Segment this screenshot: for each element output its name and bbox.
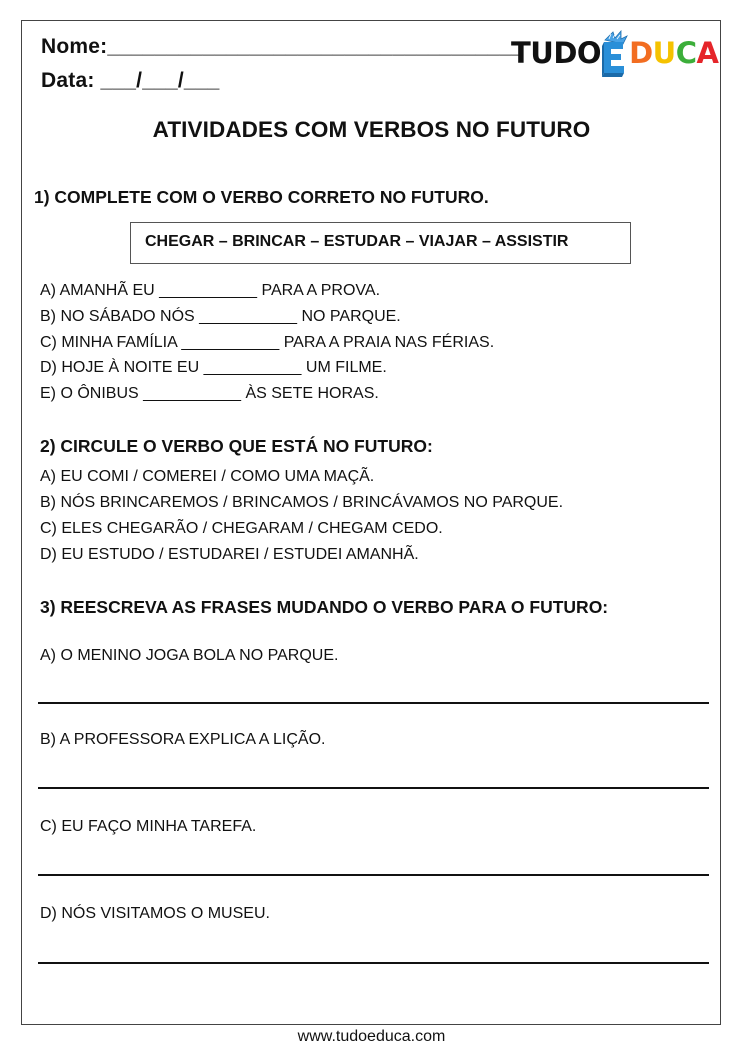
exercise-2-item-b: B) NÓS BRINCAREMOS / BRINCAMOS / BRINCÁVAMOS NO PARQUE. — [40, 494, 564, 511]
answer-line-d[interactable] — [38, 962, 709, 964]
exercise-3-item-c: C) EU FAÇO MINHA TAREFA. — [40, 818, 257, 835]
answer-line-b[interactable] — [38, 787, 709, 789]
exercise-3-item-b: B) A PROFESSORA EXPLICA A LIÇÃO. — [40, 731, 326, 748]
logo-letter-c: C — [675, 36, 697, 70]
exercise-1-item-e: E) O ÔNIBUS ___________ ÀS SETE HORAS. — [40, 385, 379, 402]
exercise-1-item-b: B) NO SÁBADO NÓS ___________ NO PARQUE. — [40, 308, 401, 325]
tudoeduca-logo — [511, 28, 718, 78]
exercise-1-item-d: D) HOJE À NOITE EU ___________ UM FILME. — [40, 359, 387, 376]
exercise-1-item-c: C) MINHA FAMÍLIA ___________ PARA A PRAIA NAS FÉRIAS. — [40, 334, 495, 351]
footer-website: www.tudoeduca.com — [297, 1028, 446, 1045]
answer-line-c[interactable] — [38, 874, 709, 876]
exercise-2-item-a: A) EU COMI / COMEREI / COMO UMA MAÇÃ. — [40, 468, 375, 485]
word-bank-text: CHEGAR – BRINCAR – ESTUDAR – VIAJAR – ASSISTIR — [145, 233, 569, 250]
word-bank-box — [130, 222, 631, 264]
open-book-icon — [599, 30, 629, 76]
exercise-3-item-d: D) NÓS VISITAMOS O MUSEU. — [40, 905, 270, 922]
section-3-heading: 3) REESCREVA AS FRASES MUDANDO O VERBO PARA O FUTURO: — [40, 597, 609, 617]
date-field[interactable]: Data: ___/___/___ — [41, 69, 220, 92]
logo-letter-d: D — [629, 36, 653, 70]
exercise-2-item-d: D) EU ESTUDO / ESTUDAREI / ESTUDEI AMANHÃ. — [40, 546, 419, 563]
answer-line-a[interactable] — [38, 702, 709, 704]
logo-text-tudo: TUDO — [511, 36, 602, 70]
name-field[interactable]: Nome:___________________________________ — [41, 35, 524, 58]
page-title: ATIVIDADES COM VERBOS NO FUTURO — [152, 117, 591, 142]
exercise-3-item-a: A) O MENINO JOGA BOLA NO PARQUE. — [40, 647, 339, 664]
exercise-2-item-c: C) ELES CHEGARÃO / CHEGARAM / CHEGAM CEDO. — [40, 520, 443, 537]
section-2-heading: 2) CIRCULE O VERBO QUE ESTÁ NO FUTURO: — [40, 436, 433, 456]
section-1-heading: 1) COMPLETE COM O VERBO CORRETO NO FUTURO. — [34, 187, 489, 207]
logo-letter-u: U — [652, 36, 676, 70]
exercise-1-item-a: A) AMANHÃ EU ___________ PARA A PROVA. — [40, 282, 381, 299]
logo-letter-a: A — [696, 36, 719, 70]
